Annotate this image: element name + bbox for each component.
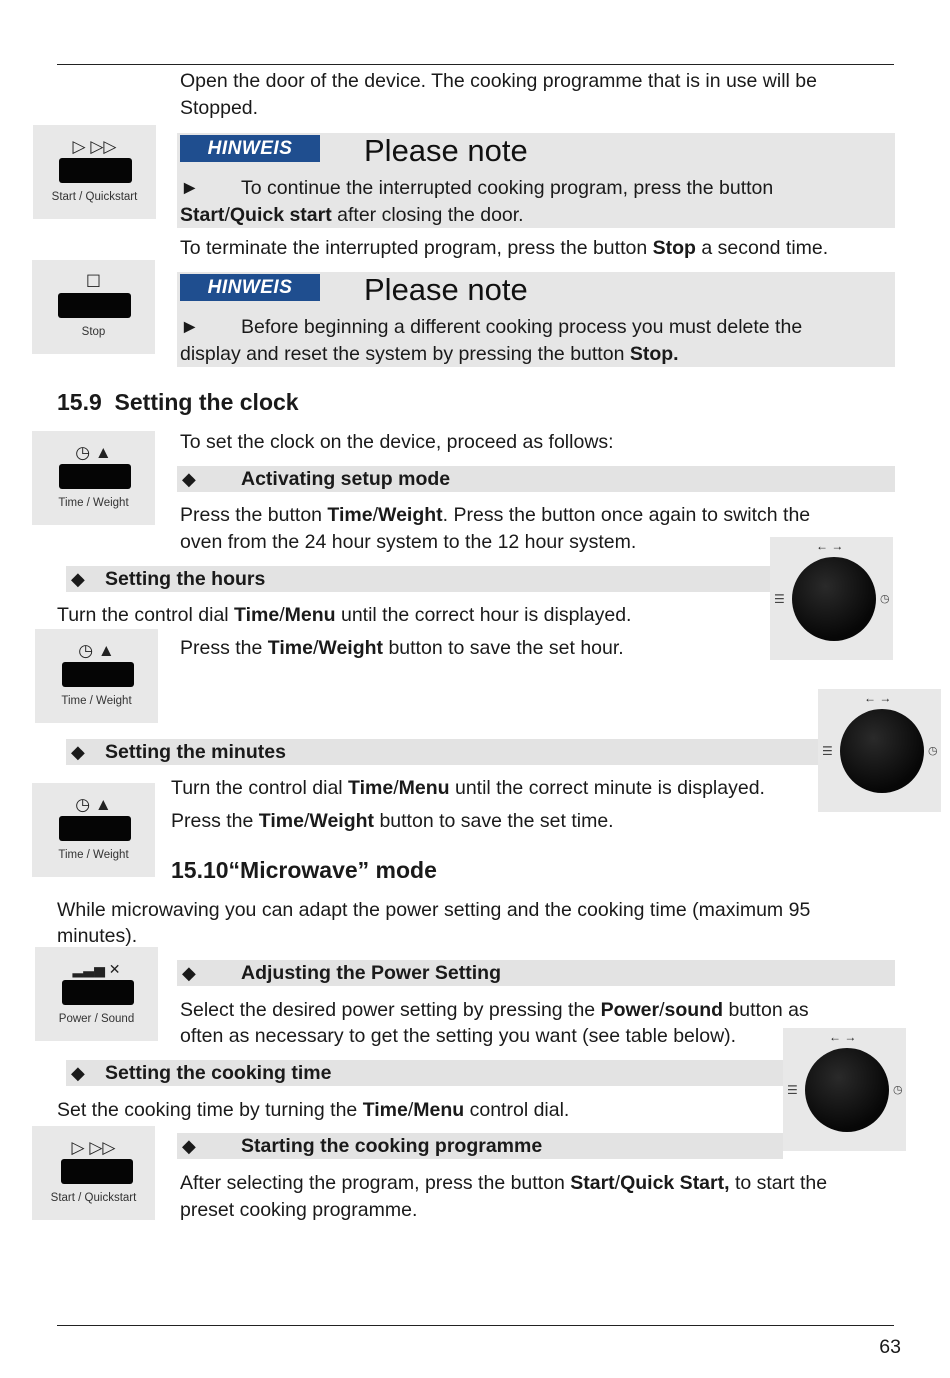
time-weight-caption: Time / Weight	[58, 497, 129, 509]
intro-line-1: Open the door of the device. The cooking programme that is in use will be	[180, 70, 817, 92]
bar-cooking-time	[66, 1060, 783, 1086]
setup-para-line-1: Press the button Time/Weight. Press the button once again to switch the	[180, 504, 811, 526]
setup-para-line-2: oven from the 24 hour system to the 12 hour system.	[180, 531, 637, 553]
top-rule	[57, 64, 894, 65]
power-text-line-1: Select the desired power setting by pressing the Power/sound button as	[180, 999, 809, 1021]
save-hour-text: Press the Time/Weight button to save the set hour.	[180, 637, 624, 659]
bar-adjusting-power-label: Adjusting the Power Setting	[241, 962, 502, 984]
rotate-arrows-icon: ← →	[816, 539, 844, 553]
note-title-1: Please note	[364, 133, 528, 168]
clock-intro: To set the clock on the device, proceed as follows:	[180, 431, 614, 453]
bar-setting-hours	[66, 566, 770, 592]
hinweis-badge-2: HINWEIS	[180, 274, 320, 301]
time-weight-key	[59, 464, 131, 489]
control-dial-image-1	[770, 537, 893, 660]
bar-activating-setup-label: Activating setup mode	[241, 468, 451, 490]
start-quickstart-button-image	[33, 125, 156, 219]
time-weight-key	[59, 816, 131, 841]
intro-line-2: Stopped.	[180, 97, 259, 119]
minutes-text: Turn the control dial Time/Menu until the correct minute is displayed.	[171, 777, 765, 799]
clock-weight-icon: ◷ ▲	[75, 795, 112, 814]
dial-knob	[805, 1048, 889, 1132]
time-weight-button-image-1	[32, 431, 155, 525]
note-title-2: Please note	[364, 272, 528, 307]
power-sound-key	[62, 980, 134, 1005]
hinweis-badge-1: HINWEIS	[180, 135, 320, 162]
diamond-bullet-icon: ◆	[182, 469, 196, 489]
start-text-line-1: After selecting the program, press the button Start/Quick Start, to start the	[180, 1172, 828, 1194]
start-caption: Start / Quickstart	[50, 1192, 137, 1204]
power-sound-caption: Power / Sound	[58, 1013, 135, 1025]
start-quickstart-button-image-2	[32, 1126, 155, 1220]
micro-intro-line-1: While microwaving you can adapt the power setting and the cooking time (maximum 95	[57, 899, 811, 921]
save-minute-text: Press the Time/Weight button to save the set time.	[171, 810, 614, 832]
section-heading-microwave: 15.10“Microwave” mode	[171, 857, 437, 883]
stop-square-icon: ☐	[85, 272, 102, 291]
diamond-bullet-icon: ◆	[71, 569, 85, 589]
time-weight-button-image-3	[32, 783, 155, 877]
dial-knob	[840, 709, 924, 793]
section-heading-clock: 15.9 Setting the clock	[57, 389, 299, 415]
bar-adjusting-power	[177, 960, 895, 986]
bottom-rule	[57, 1325, 894, 1326]
bar-activating-setup	[177, 466, 895, 492]
stop-caption: Stop	[81, 326, 106, 338]
bar-starting-programme-label: Starting the cooking programme	[241, 1135, 543, 1157]
diamond-bullet-icon: ◆	[182, 1136, 196, 1156]
clock-icon: ◷	[880, 593, 890, 605]
clock-icon: ◷	[893, 1084, 903, 1096]
play-icon: ▷ ▷▷	[72, 137, 117, 156]
clock-icon: ◷	[928, 745, 938, 757]
stop-button-image	[32, 260, 155, 354]
diamond-bullet-icon: ◆	[182, 963, 196, 983]
start-key	[59, 158, 132, 183]
clock-weight-icon: ◷ ▲	[75, 443, 112, 462]
time-weight-key	[62, 662, 134, 687]
note2-line-2: display and reset the system by pressing the button Stop.	[180, 343, 679, 365]
rotate-arrows-icon: ← →	[864, 691, 892, 705]
diamond-bullet-icon: ◆	[71, 742, 85, 762]
stop-key	[58, 293, 131, 318]
bar-setting-hours-label: Setting the hours	[105, 568, 266, 590]
menu-list-icon: ☰	[822, 744, 833, 758]
power-sound-button-image	[35, 947, 158, 1041]
power-text-line-2: often as necessary to get the setting you want (see table below).	[180, 1025, 737, 1047]
bar-setting-minutes-label: Setting the minutes	[105, 741, 286, 763]
bar-cooking-time-label: Setting the cooking time	[105, 1062, 332, 1084]
note1-line-2: Start/Quick start after closing the door.	[180, 204, 524, 226]
time-weight-caption: Time / Weight	[61, 695, 132, 707]
hours-text: Turn the control dial Time/Menu until the correct hour is displayed.	[57, 604, 632, 626]
menu-list-icon: ☰	[774, 592, 785, 606]
start-key	[61, 1159, 133, 1184]
power-signal-icon: ▂▃▅ ✕	[72, 961, 121, 977]
cooking-time-text: Set the cooking time by turning the Time/Menu control dial.	[57, 1099, 570, 1121]
control-dial-image-2	[818, 689, 941, 812]
rotate-arrows-icon: ← →	[829, 1030, 857, 1044]
bar-setting-minutes	[66, 739, 818, 765]
control-dial-image-3	[783, 1028, 906, 1151]
micro-intro-line-2: minutes).	[57, 925, 138, 947]
note1-bullet-arrow: ►	[180, 177, 200, 199]
start-text-line-2: preset cooking programme.	[180, 1199, 418, 1221]
page-number: 63	[879, 1336, 901, 1358]
diamond-bullet-icon: ◆	[71, 1063, 85, 1083]
clock-weight-icon: ◷ ▲	[78, 641, 115, 660]
dial-knob	[792, 557, 876, 641]
start-caption: Start / Quickstart	[51, 191, 138, 203]
note1-line-1: To continue the interrupted cooking program, press the button	[241, 177, 774, 199]
play-icon: ▷ ▷▷	[71, 1138, 116, 1157]
menu-list-icon: ☰	[787, 1083, 798, 1097]
bar-starting-programme	[177, 1133, 783, 1159]
note2-bullet-arrow: ►	[180, 316, 200, 338]
time-weight-button-image-2	[35, 629, 158, 723]
note2-line-1: Before beginning a different cooking process you must delete the	[241, 316, 803, 338]
terminate-text: To terminate the interrupted program, press the button Stop a second time.	[180, 237, 829, 259]
time-weight-caption: Time / Weight	[58, 849, 129, 861]
